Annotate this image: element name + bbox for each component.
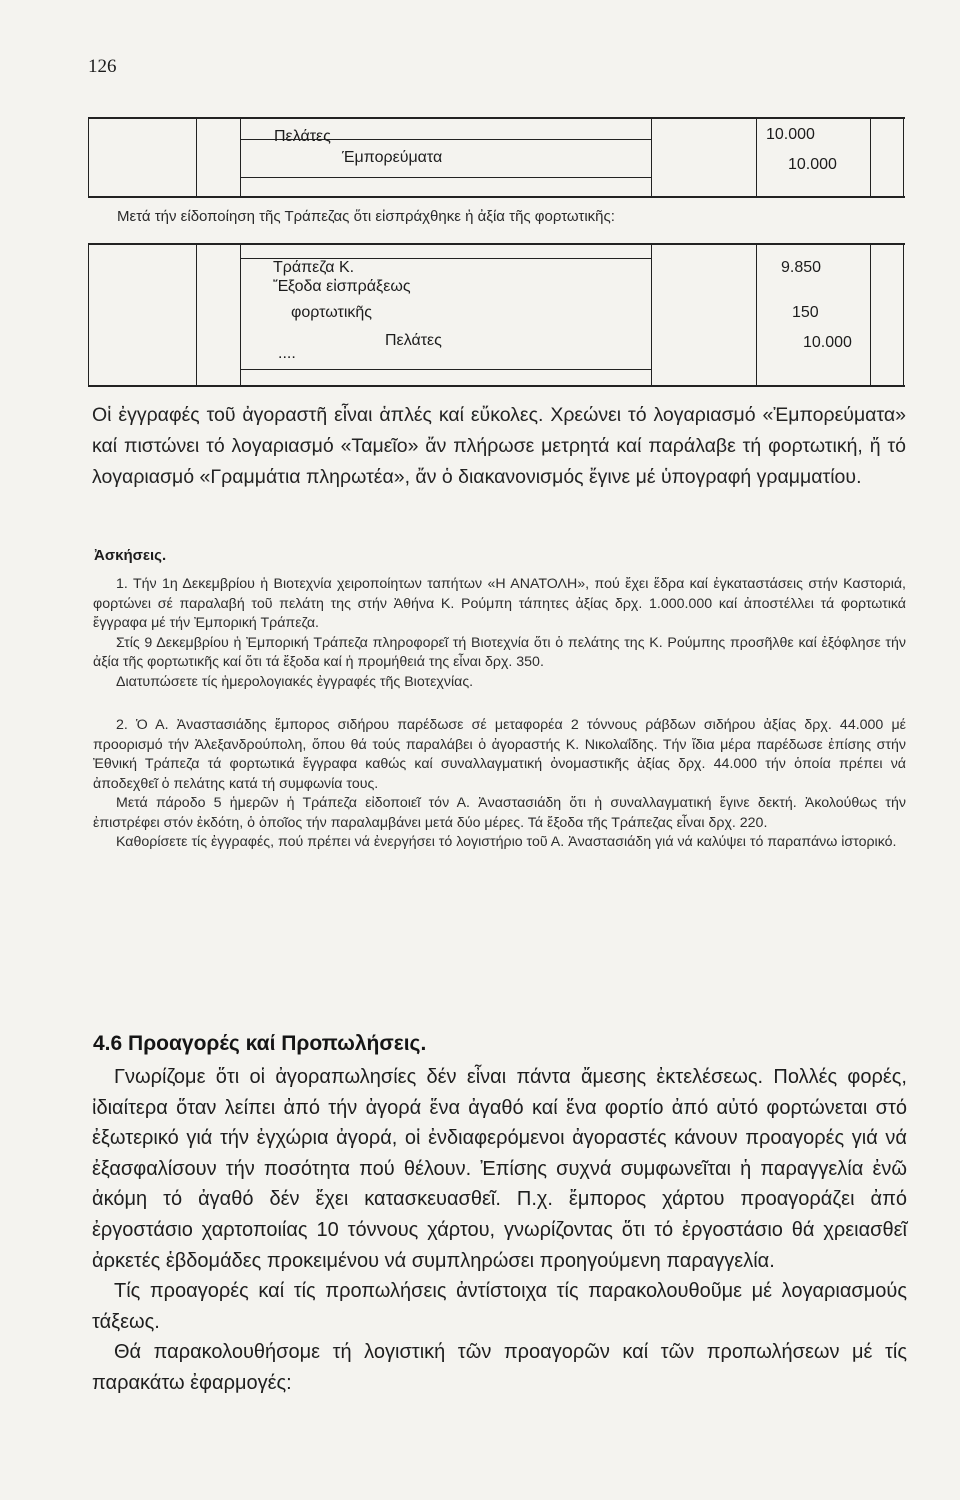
debit-account-expenses-line1: Ἔξοδα εἰσπράξεως (273, 278, 411, 295)
body-p3: Θά παρακολουθήσομε τή λογιστική τῶν προαγορῶν καί τῶν προπωλήσεων μέ τίς παρακάτω ἐφαρμογές: (92, 1341, 907, 1394)
debit-account-bank: Τράπεζα Κ. (273, 259, 355, 276)
debit-amount-expenses: 150 (792, 304, 819, 321)
section-heading: 4.6 Προαγορές καί Προπωλήσεις. (93, 1032, 427, 1055)
exercise-2 (93, 716, 906, 853)
ellipsis: .... (278, 345, 296, 362)
exercise-2-p3: Καθορίσετε τίς ἐγγραφές, πού πρέπει νά ἐνεργήσει τό λογιστήριο τοῦ Α. Ἀναστασιάδη γιά νά καλύψει τό παραπάνω ἱστορικό. (116, 834, 897, 850)
exercise-1-p2: Στίς 9 Δεκεμβρίου ἡ Ἐμπορική Τράπεζα πληροφορεῖ τή Βιοτεχνία ὅτι ὁ πελάτης της Κ. Ρούμπης προσῆλθε καί ἐξόφλησε τήν ἀξία τῆς φορτωτικῆς καί ὅτι τά ἔξοδα καί ἡ προμήθειά της εἶναι δρχ. 350. (93, 634, 906, 670)
body-p1: Γνωρίζομε ὅτι οἱ ἀγοραπωλησίες δέν εἶναι πάντα ἄμεσης ἐκτελέσεως. Πολλές φορές, ἰδιαίτερα ὅταν λείπει ἀπό τήν ἀγορά ἕνα ἀγαθό καί ἕνα φορτίο ἀπό αὐτό φορτώνεται στό ἐξωτερικό γιά τήν ἐγχώρια ἀγορά, οἱ ἐνδιαφερόμενοι ἀγοραστές κάνουν προαγορές γιά νά ἐξασφαλίσουν τήν ποσότητα πού θέλουν. Ἐπίσης συχνά συμφωνεῖται ἡ παραγγελία ἐνῶ ἀκόμη τό ἀγαθό δέν ἔχει κατασκευασθεῖ. Π.χ. ἔμπορος χάρτου προαγοράζει ἀπό ἐργοστάσιο χαρτοποιίας 10 τόννους χάρτου, γνωρίζοντας ὅτι τό ἐργοστάσιο θά χρειασθεῖ ἀρκετές ἑβδομάδες προκειμένου νά συμπληρώσει προηγούμενη παραγγελία. (92, 1066, 907, 1272)
page-number: 126 (88, 56, 117, 77)
exercises-label: Ἀσκήσεις. (94, 547, 167, 564)
credit-account: Έμπορεύματα (342, 149, 443, 166)
exercise-1 (93, 575, 906, 692)
paragraph-buyer-entries: Οἱ ἐγγραφές τοῦ ἀγοραστῆ εἶναι ἁπλές καί εὔκολες. Χρεώνει τό λογαριασμό «Ἐμπορεύματα» καί πιστώνει τό λογαριασμό «Ταμεῖο» ἄν πλήρωσε μετρητά καί παράλαβε τή φορτωτική, ἤ τό λογαριασμό «Γραμμάτια πληρωτέα», ἄν ὁ διακανονισμός ἔγινε μέ ὑπογραφή γραμματίου. (92, 404, 906, 488)
journal-entry-table-1 (88, 117, 905, 198)
note-line: Μετά τήν είδοποίηση τῆς Τράπεζας ὅτι εἰσπράχθηκε ἡ ἀξία τῆς φορτωτικῆς: (117, 208, 615, 225)
debit-amount-bank: 9.850 (781, 259, 822, 276)
body-p2: Τίς προαγορές καί τίς προπωλήσεις ἀντίστοιχα τίς παρακολουθοῦμε μέ λογαριασμούς τάξεως. (92, 1280, 907, 1333)
debit-amount: 10.000 (766, 126, 815, 143)
debit-account: Πελάτες (274, 128, 331, 145)
exercise-2-p2: Μετά πάροδο 5 ἡμερῶν ἡ Τράπεζα εἰδοποιεῖ τόν Α. Ἀναστασιάδη ὅτι ἡ συναλλαγματική ἔγινε δεκτή. Ἀκολούθως τήν ἐπιστρέφει στόν ἐκδότη, ὁ ὁποῖος τήν παραλαμβάνει μετά δύο μέρες. Τά ἔξοδα τῆς Τράπεζας εἶναι δρχ. 220. (93, 795, 906, 831)
exercise-1-p3: Διατυπώσετε τίς ἡμερολογιακές ἐγγραφές τῆς Βιοτεχνίας. (116, 673, 474, 690)
debit-account-expenses-line2: φορτωτικῆς (291, 304, 372, 321)
exercise-2-p1: 2. Ὁ Α. Ἀναστασιάδης ἔμπορος σιδήρου παρέδωσε σέ μεταφορέα 2 τόννους ράβδων σιδήρου ἀξίας δρχ. 44.000 μέ προορισμό τήν Ἀλεξανδρούπολη, ὅπου θά τούς παραλάβει ὁ ἀγοραστής Κ. Νικολαΐδης. Τήν ἴδια μέρα παρέδωσε ἐπίσης στήν Ἐθνική Τράπεζα τά φορτωτικά ἔγγραφα καθώς καί συναλλαγματική ὀνομαστικῆς ἀξίας δρχ. 44.000 τήν ὁποία πρέπει νά ἀποδεχθεῖ ὁ πελάτης κατά τή συμφωνία τους. (93, 717, 906, 792)
journal-entry-table-2 (88, 243, 905, 387)
exercise-1-p1: 1. Τήν 1η Δεκεμβρίου ἡ Βιοτεχνία χειροποίητων ταπήτων «Η ΑΝΑΤΟΛΗ», πού ἔχει ἕδρα καί ἐγκαταστάσεις στήν Καστοριά, φορτώνει σέ παραλαβή τοῦ πελάτη της στήν Ἀθήνα Κ. Ρούμπη τάπητες ἀξίας δρχ. 1.000.000 καί ἀποστέλλει τά φορτωτικά ἔγγραφα μέ τήν Ἐμπορική Τράπεζα. (93, 576, 906, 631)
credit-amount: 10.000 (788, 156, 837, 173)
credit-amount: 10.000 (803, 334, 852, 351)
section-body (92, 1062, 907, 1399)
credit-account: Πελάτες (385, 332, 442, 349)
